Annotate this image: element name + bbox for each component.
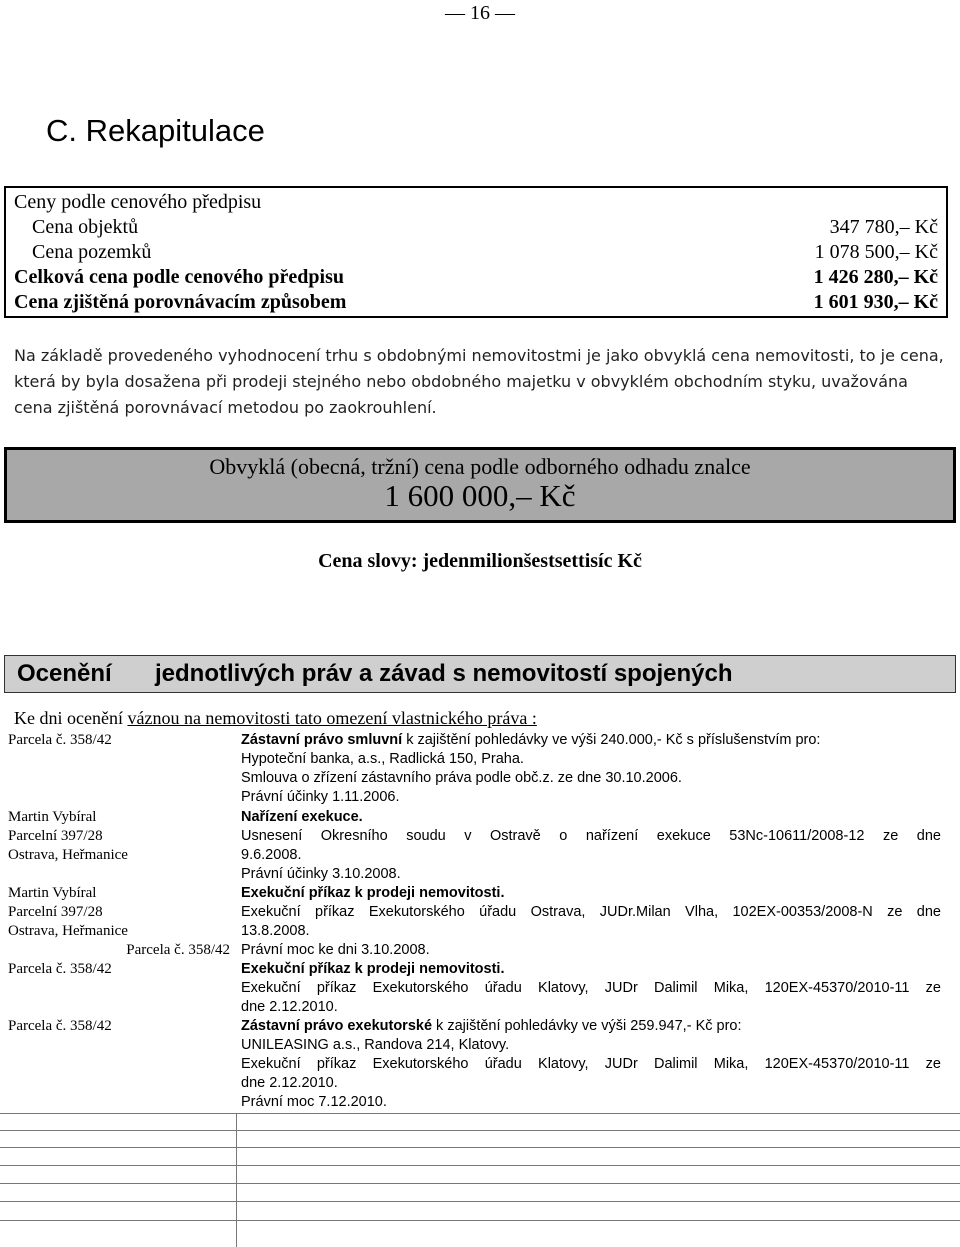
subject-line: Parcela č. 358/42 xyxy=(8,1018,112,1034)
right-text: Právní moc 7.12.2010. xyxy=(241,1094,387,1110)
rights-entry-subject xyxy=(8,960,230,979)
price-row-objects xyxy=(14,214,938,240)
right-text: Exekuční příkaz Exekutorského úřadu Ostrava, JUDr.Milan Vlha, 102EX-00353/2008-N ze dne xyxy=(241,904,941,920)
right-text: k zajištění pohledávky ve výši 259.947,- Kč pro: xyxy=(432,1018,742,1034)
price-table-title-row xyxy=(14,189,938,215)
right-type: Nařízení exekuce. xyxy=(241,809,363,825)
market-price-box xyxy=(4,447,956,523)
right-text: Smlouva o zřízení zástavního práva podle obč.z. ze dne 30.10.2006. xyxy=(241,770,682,786)
price-row-label: Cena zjištěná porovnávacím způsobem xyxy=(14,291,347,313)
table-divider xyxy=(0,1130,960,1131)
market-price-title: Obvyklá (obecná, tržní) cena podle odborného odhadu znalce xyxy=(209,454,751,479)
price-table-title: Ceny podle cenového předpisu xyxy=(14,191,262,213)
right-text: 13.8.2008. xyxy=(241,923,310,939)
right-text: Právní účinky 3.10.2008. xyxy=(241,866,401,882)
price-row-total xyxy=(14,264,938,290)
subject-line: Martin Vybíral xyxy=(8,809,97,825)
price-row-land xyxy=(14,239,938,265)
rights-entry-description xyxy=(241,808,941,884)
rights-entry-subject xyxy=(8,731,230,750)
rights-entry-description xyxy=(241,884,941,960)
subject-line: Ostrava, Heřmanice xyxy=(8,847,128,863)
right-text: Právní účinky 1.11.2006. xyxy=(241,789,400,805)
subject-line: Martin Vybíral xyxy=(8,885,97,901)
right-type: Exekuční příkaz k prodeji nemovitosti. xyxy=(241,961,505,977)
rights-entry-subject xyxy=(8,1017,230,1036)
price-row-label: Celková cena podle cenového předpisu xyxy=(14,266,345,288)
right-text: dne 2.12.2010. xyxy=(241,999,338,1015)
right-type: Exekuční příkaz k prodeji nemovitosti. xyxy=(241,885,505,901)
price-row-label: Cena pozemků xyxy=(32,241,152,263)
rights-entry-description xyxy=(241,731,941,807)
rights-intro-underlined: váznou na nemovitosti tato omezení vlastnického práva : xyxy=(127,708,537,728)
table-divider xyxy=(0,1183,960,1184)
right-text: k zajištění pohledávky ve výši 240.000,- Kč s příslušenstvím pro: xyxy=(402,732,821,748)
rights-intro xyxy=(14,708,537,729)
price-row-value: 1 426 280,– Kč xyxy=(813,266,938,288)
market-price-value: 1 600 000,– Kč xyxy=(384,478,576,513)
right-text: Exekuční příkaz Exekutorského úřadu Klatovy, JUDr Dalimil Mika, 120EX-45370/2010-11 ze xyxy=(241,980,941,996)
right-text: UNILEASING a.s., Randova 214, Klatovy. xyxy=(241,1037,510,1053)
right-text: dne 2.12.2010. xyxy=(241,1075,338,1091)
table-divider xyxy=(0,1220,960,1221)
right-text: 9.6.2008. xyxy=(241,847,302,863)
subject-line: Ostrava, Heřmanice xyxy=(8,923,128,939)
rights-intro-text: Ke dni ocenění xyxy=(14,708,128,728)
table-divider xyxy=(0,1147,960,1148)
subject-line: Parcela č. 358/42 xyxy=(8,732,112,748)
rights-entry-subject xyxy=(8,808,230,865)
right-text: Hypoteční banka, a.s., Radlická 150, Praha. xyxy=(241,751,524,767)
table-column-divider xyxy=(236,1113,237,1247)
price-table xyxy=(4,186,948,318)
right-type: Zástavní právo smluvní xyxy=(241,732,403,748)
right-type: Zástavní právo exekutorské xyxy=(241,1018,433,1034)
rights-bar-word1: Ocenění xyxy=(17,660,112,687)
right-text: Právní moc ke dni 3.10.2008. xyxy=(241,942,430,958)
right-text: Exekuční příkaz Exekutorského úřadu Klatovy, JUDr Dalimil Mika, 120EX-45370/2010-11 ze xyxy=(241,1056,941,1072)
valuation-paragraph: Na základě provedeného vyhodnocení trhu s obdobnými nemovitostmi je jako obvyklá cena nemovitosti, to je cena, která by byla dosažena při prodeji stejného nebo obdobného majetku v obvyklém obchodním styku, uvažována cena zjištěná porovnávací metodou po zaokrouhlení. xyxy=(14,346,944,417)
price-row-label: Cena objektů xyxy=(32,216,139,238)
price-row-value: 347 780,– Kč xyxy=(829,216,938,238)
page-number: — 16 — xyxy=(445,2,515,24)
table-divider xyxy=(0,1113,960,1114)
subject-line: Parcela č. 358/42 xyxy=(126,942,230,958)
price-row-comparative xyxy=(14,289,938,315)
table-divider xyxy=(0,1165,960,1166)
right-text: Usnesení Okresního soudu v Ostravě o nařízení exekuce 53Nc-10611/2008-12 ze dne xyxy=(241,828,941,844)
subject-line: Parcelní 397/28 xyxy=(8,904,103,920)
rights-entry-description xyxy=(241,960,941,1017)
price-row-value: 1 078 500,– Kč xyxy=(814,241,938,263)
rights-section-bar xyxy=(4,655,956,693)
subject-line: Parcelní 397/28 xyxy=(8,828,103,844)
rights-entry-description xyxy=(241,1017,941,1112)
section-heading: C. Rekapitulace xyxy=(46,113,265,148)
subject-line: Parcela č. 358/42 xyxy=(8,961,112,977)
price-row-value: 1 601 930,– Kč xyxy=(813,291,938,313)
table-divider xyxy=(0,1201,960,1202)
rights-entry-subject xyxy=(8,884,230,960)
price-in-words: Cena slovy: jedenmilionšestsettisíc Kč xyxy=(318,550,642,572)
rights-bar-word2: jednotlivých práv a závad s nemovitostí spojených xyxy=(155,660,733,687)
